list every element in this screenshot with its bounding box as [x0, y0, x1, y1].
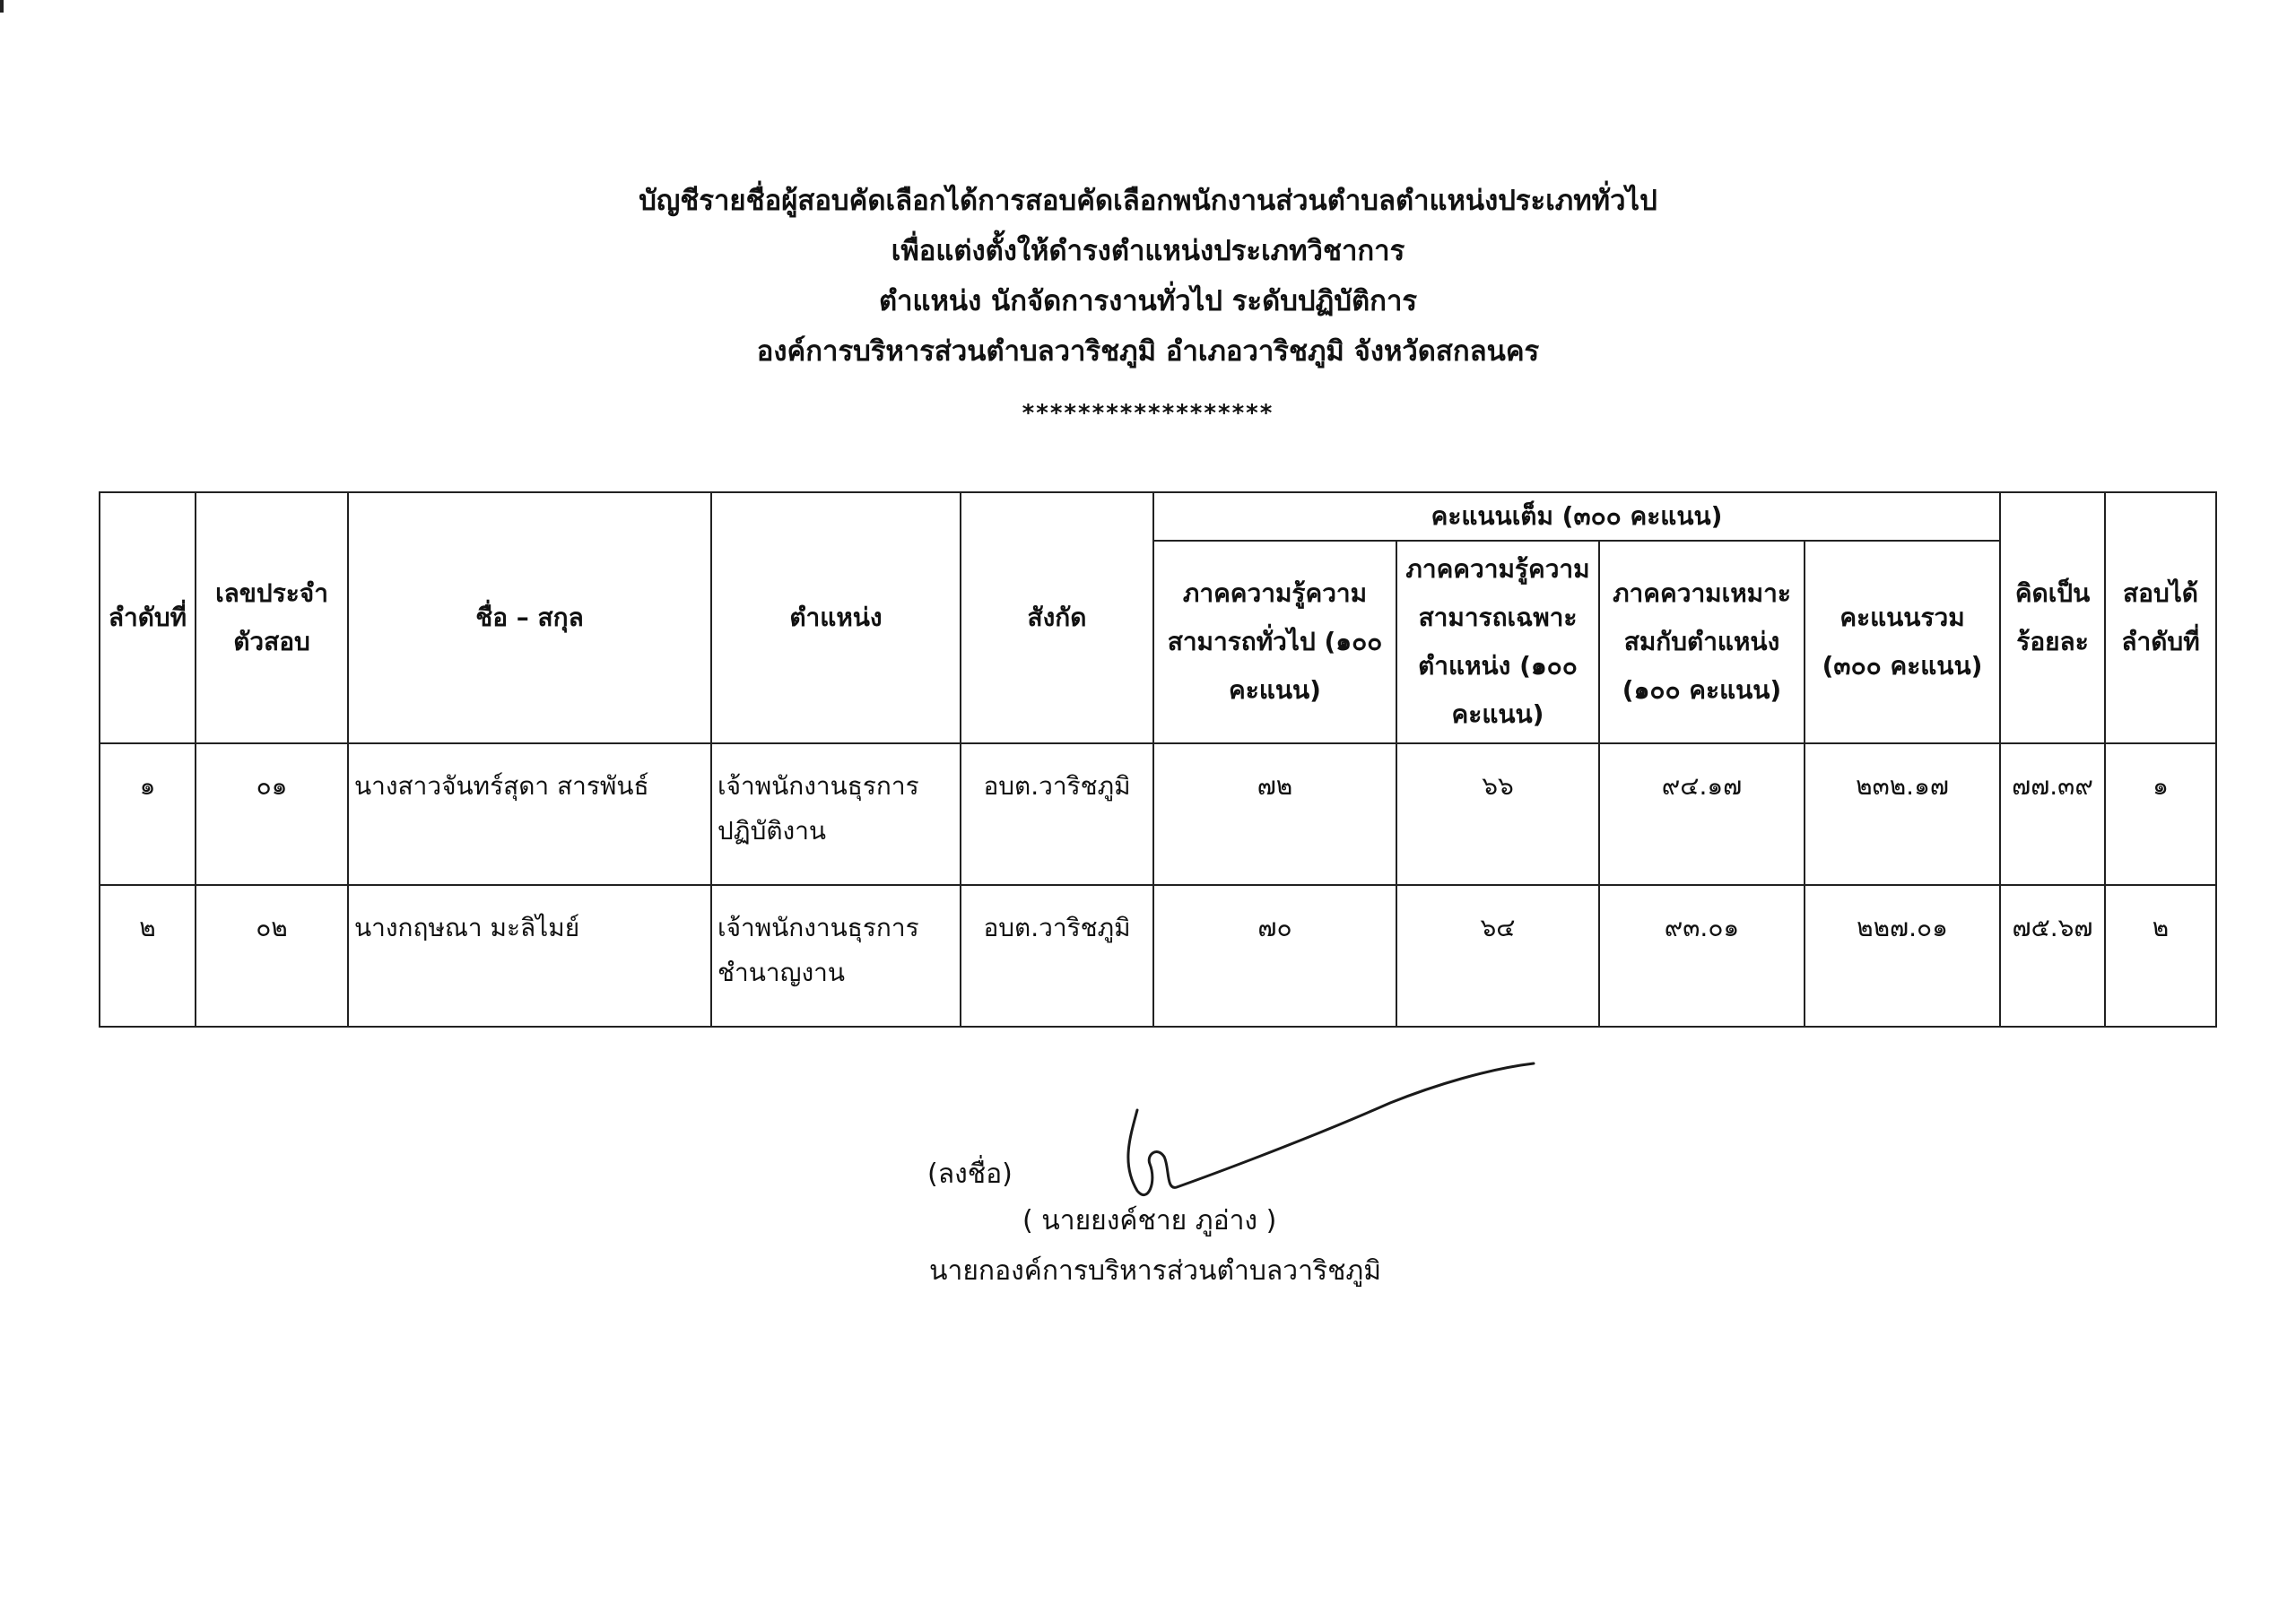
cell-order: ๒ — [100, 885, 196, 1027]
cell-part-c: ๙๓.๐๑ — [1599, 885, 1805, 1027]
header-part-a: ภาคความรู้ความสามารถทั่วไป (๑๐๐ คะแนน) — [1153, 541, 1396, 743]
results-table — [99, 491, 2217, 1028]
cell-order: ๑ — [100, 743, 196, 885]
header-position: ตำแหน่ง — [711, 492, 961, 743]
header-affiliation: สังกัด — [961, 492, 1153, 743]
heading-line-1: บัญชีรายชื่อผู้สอบคัดเลือกได้การสอบคัดเลือกพนักงานส่วนตำบลตำแหน่งประเภททั่วไป — [639, 185, 1657, 217]
cell-affiliation: อบต.วาริชภูมิ — [961, 885, 1153, 1027]
signature-label: (ลงชื่อ) — [927, 1158, 1013, 1190]
cell-rank: ๑ — [2105, 743, 2216, 885]
header-part-c: ภาคความเหมาะสมกับตำแหน่ง (๑๐๐ คะแนน) — [1599, 541, 1805, 743]
cell-position: เจ้าพนักงานธุรการชำนาญงาน — [711, 885, 961, 1027]
cell-total: ๒๓๒.๑๗ — [1805, 743, 2000, 885]
separator-stars: ****************** — [1022, 400, 1274, 427]
cell-part-b: ๖๔ — [1396, 885, 1599, 1027]
header-part-b: ภาคความรู้ความสามารถเฉพาะตำแหน่ง (๑๐๐ คะแนน) — [1396, 541, 1599, 743]
heading-line-3: ตำแหน่ง นักจัดการงานทั่วไป ระดับปฏิบัติการ — [878, 285, 1418, 317]
cell-affiliation: อบต.วาริชภูมิ — [961, 743, 1153, 885]
cell-part-a: ๗๒ — [1153, 743, 1396, 885]
heading-line-4: องค์การบริหารส่วนตำบลวาริชภูมิ อำเภอวาริชภูมิ จังหวัดสกลนคร — [756, 335, 1540, 368]
cell-part-c: ๙๔.๑๗ — [1599, 743, 1805, 885]
handwritten-signature — [1094, 1056, 1561, 1218]
cell-percent: ๗๗.๓๙ — [2000, 743, 2105, 885]
header-percent: คิดเป็นร้อยละ — [2000, 492, 2105, 743]
scan-mark — [0, 0, 4, 13]
cell-percent: ๗๕.๖๗ — [2000, 885, 2105, 1027]
document-heading — [0, 176, 2296, 377]
header-order: ลำดับที่ — [100, 492, 196, 743]
cell-name: นางกฤษณา มะลิไมย์ — [348, 885, 711, 1027]
header-full-score: คะแนนเต็ม (๓๐๐ คะแนน) — [1153, 492, 2000, 541]
cell-exam-no: ๐๑ — [196, 743, 348, 885]
header-rank: สอบได้ลำดับที่ — [2105, 492, 2216, 743]
cell-rank: ๒ — [2105, 885, 2216, 1027]
table-row — [100, 743, 2216, 885]
table-row — [100, 885, 2216, 1027]
signatory-name: ( นายยงค์ชาย ภูอ่าง ) — [1022, 1205, 1277, 1237]
cell-part-a: ๗๐ — [1153, 885, 1396, 1027]
header-exam-no: เลขประจำตัวสอบ — [196, 492, 348, 743]
cell-exam-no: ๐๒ — [196, 885, 348, 1027]
cell-part-b: ๖๖ — [1396, 743, 1599, 885]
cell-name: นางสาวจันทร์สุดา สารพันธ์ — [348, 743, 711, 885]
signatory-position: นายกองค์การบริหารส่วนตำบลวาริชภูมิ — [929, 1255, 1381, 1287]
header-name: ชื่อ – สกุล — [348, 492, 711, 743]
cell-position: เจ้าพนักงานธุรการปฏิบัติงาน — [711, 743, 961, 885]
cell-total: ๒๒๗.๐๑ — [1805, 885, 2000, 1027]
heading-line-2: เพื่อแต่งตั้งให้ดำรงตำแหน่งประเภทวิชาการ — [891, 235, 1405, 267]
header-row-1 — [100, 492, 2216, 541]
header-total: คะแนนรวม (๓๐๐ คะแนน) — [1805, 541, 2000, 743]
